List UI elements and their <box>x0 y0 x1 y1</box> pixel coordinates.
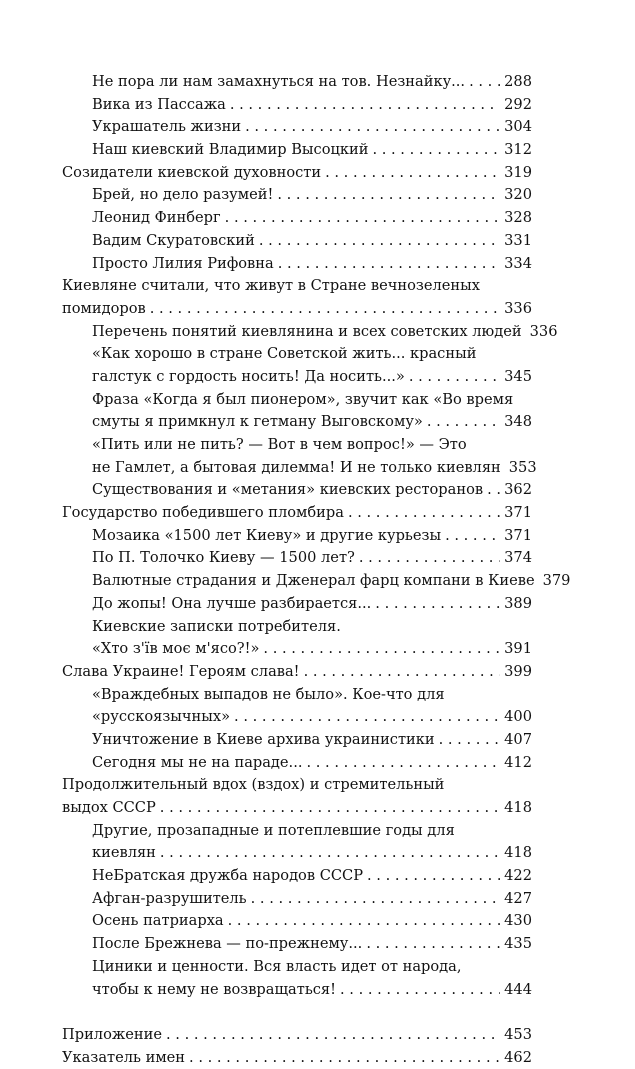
dot-leader <box>304 661 501 684</box>
toc-section <box>62 139 532 162</box>
toc-title: Фраза «Когда я был пионером», звучит как «Во время <box>92 390 514 408</box>
toc-line <box>62 1047 532 1069</box>
toc-section <box>62 593 532 616</box>
toc-section <box>62 434 537 479</box>
dot-leader <box>251 888 501 911</box>
toc-title: «Враждебных выпадов не было». Кое-что для <box>92 685 445 703</box>
toc-section <box>62 253 532 276</box>
toc-line <box>92 979 532 1002</box>
toc-title: выдох СССР <box>62 799 156 816</box>
toc-title: Созидатели киевской духовности <box>62 163 322 181</box>
toc-page-number: 336 <box>529 322 558 340</box>
toc-line <box>92 820 532 843</box>
toc-title: Перечень понятий киевлянина и всех советских людей <box>92 322 522 340</box>
toc-section <box>62 888 532 911</box>
toc-page-number: 288 <box>504 73 532 90</box>
toc-title: Другие, прозападные и потеплевшие годы для <box>92 821 455 839</box>
toc-page-number: 399 <box>504 662 532 680</box>
toc-page-number: 331 <box>504 231 532 249</box>
toc-section <box>62 729 532 752</box>
toc-title: Украшатель жизни <box>92 118 242 136</box>
toc-chapter <box>62 162 532 185</box>
toc-page-number: 371 <box>504 526 532 544</box>
toc-line <box>92 933 532 956</box>
dot-leader <box>445 525 500 548</box>
toc-line <box>62 502 532 525</box>
dot-leader <box>166 1024 500 1047</box>
toc-page-number: 371 <box>504 504 532 522</box>
toc-line <box>92 184 532 207</box>
toc-section <box>62 956 532 1001</box>
toc-line <box>92 139 532 162</box>
toc-page-number: 319 <box>504 163 532 181</box>
toc-line <box>92 207 532 230</box>
toc-title: Мозаика «1500 лет Киеву» и другие курьезы <box>92 526 442 544</box>
dot-leader <box>225 207 500 230</box>
dot-leader <box>245 116 500 139</box>
toc-title: Осень патриарха <box>92 912 224 930</box>
toc-title: НеБратская дружба народов СССР <box>92 867 364 885</box>
dot-leader <box>359 547 500 570</box>
toc-section <box>62 71 532 94</box>
toc-page-number: 320 <box>504 186 532 204</box>
toc-line <box>62 774 532 797</box>
toc-title: Киевские записки потребителя. <box>92 617 341 635</box>
dot-leader <box>340 979 500 1002</box>
toc-title: Леонид Финберг <box>92 209 221 227</box>
toc-line <box>92 94 532 117</box>
toc-line <box>92 479 532 502</box>
toc-page-number: 430 <box>504 912 532 930</box>
dot-leader <box>469 71 500 94</box>
dot-leader <box>150 298 500 321</box>
toc-line <box>92 366 532 389</box>
dot-leader <box>439 729 501 752</box>
section-gap <box>62 1001 532 1024</box>
toc-title: Циники и ценности. Вся власть идет от народа, <box>92 957 462 975</box>
toc-line <box>92 910 532 933</box>
toc-page-number: 435 <box>504 935 532 953</box>
toc-line <box>62 298 532 321</box>
dot-leader <box>375 593 500 616</box>
toc-title: Вадим Скуратовский <box>92 231 255 249</box>
toc-line <box>92 457 537 480</box>
dot-leader <box>367 865 500 888</box>
toc-line <box>92 411 532 434</box>
toc-line <box>92 888 532 911</box>
toc-section <box>62 752 532 775</box>
toc-page-number: 374 <box>504 549 532 567</box>
toc-section <box>62 479 532 502</box>
toc-page-number: 334 <box>504 254 532 272</box>
toc-page-number: 418 <box>504 844 532 862</box>
toc-page-number: 304 <box>504 118 532 136</box>
dot-leader <box>278 253 500 276</box>
toc-line <box>92 343 532 366</box>
toc-page-number: 412 <box>504 753 532 771</box>
toc-page-number: 362 <box>504 481 532 499</box>
toc-chapter <box>62 774 532 819</box>
toc-title: чтобы к нему не возвращаться! <box>92 980 337 998</box>
toc-title: Не пора ли нам замахнуться на тов. Незнайку... <box>92 73 466 90</box>
toc-line <box>92 638 532 661</box>
toc-title: Продолжительный вдох (вздох) и стремительный <box>62 776 445 794</box>
toc-section <box>62 389 532 434</box>
toc-page-number: 444 <box>504 980 532 998</box>
toc-title: Валютные страдания и Дженерал фарц компани в Киеве <box>92 572 535 590</box>
toc-title: Наш киевский Владимир Высоцкий <box>92 141 369 159</box>
toc-section <box>62 684 532 729</box>
toc-title: По П. Толочко Киеву — 1500 лет? <box>92 549 355 567</box>
toc-page-number: 379 <box>542 572 571 590</box>
dot-leader <box>259 230 500 253</box>
toc-line <box>92 570 571 593</box>
toc-line <box>92 389 532 412</box>
dot-leader <box>160 797 500 820</box>
toc-line <box>92 752 532 775</box>
toc-page-number: 462 <box>504 1048 532 1066</box>
toc-title: После Брежнева — по-прежнему... <box>92 935 363 953</box>
toc-line <box>92 593 532 616</box>
toc-section <box>62 184 532 207</box>
toc-title: не Гамлет, а бытовая дилемма! И не только киевлян <box>92 458 501 476</box>
toc-section <box>62 820 532 865</box>
toc-section <box>62 570 571 593</box>
toc-line <box>92 525 532 548</box>
toc-line <box>92 434 532 457</box>
toc-title: Просто Лилия Рифовна <box>92 254 274 272</box>
toc-title: Уничтожение в Киеве архива украинистики <box>92 730 435 748</box>
toc-chapter <box>62 502 532 525</box>
toc-line <box>92 842 532 865</box>
dot-leader <box>230 94 500 117</box>
dot-leader <box>263 638 500 661</box>
toc-page-number: 348 <box>504 413 532 431</box>
toc-line <box>62 797 532 820</box>
toc-page-number: 292 <box>504 95 532 113</box>
toc-section <box>62 910 532 933</box>
toc-section <box>62 525 532 548</box>
toc-line <box>92 706 532 729</box>
dot-leader <box>189 1047 500 1069</box>
toc-line <box>62 275 532 298</box>
toc-chapter <box>62 1047 532 1069</box>
toc-section <box>62 547 532 570</box>
toc-title: галстук с гордость носить! Да носить...» <box>92 367 405 385</box>
toc-line <box>62 162 532 185</box>
toc-page-number: 418 <box>504 799 532 816</box>
toc-page-number: 407 <box>504 730 532 748</box>
toc-title: «русскоязычных» <box>92 708 231 726</box>
toc-line <box>92 253 532 276</box>
dot-leader <box>160 842 500 865</box>
toc-page-number: 422 <box>504 867 532 885</box>
toc-page-number: 427 <box>504 889 532 907</box>
toc-page-number: 400 <box>504 708 532 726</box>
toc-section <box>62 116 532 139</box>
toc-section <box>62 616 532 661</box>
toc-line <box>62 1024 532 1047</box>
toc-section <box>62 865 532 888</box>
dot-leader <box>409 366 500 389</box>
toc-section <box>62 933 532 956</box>
toc-chapter <box>62 1024 532 1047</box>
toc-title: Существования и «метания» киевских ресторанов <box>92 481 484 499</box>
toc-line <box>92 956 532 979</box>
toc-page-number: 389 <box>504 594 532 612</box>
toc-section <box>62 343 532 388</box>
toc-line <box>92 684 532 707</box>
toc-page-number: 453 <box>504 1025 532 1043</box>
toc-section <box>62 230 532 253</box>
toc-title: помидоров <box>62 299 146 317</box>
toc-title: «Как хорошо в стране Советской жить... красный <box>92 345 477 363</box>
table-of-contents <box>62 71 571 1069</box>
dot-leader <box>487 479 500 502</box>
toc-page-number: 336 <box>504 299 532 317</box>
toc-title: Приложение <box>62 1025 163 1043</box>
toc-line <box>62 661 532 684</box>
dot-leader <box>348 502 500 525</box>
dot-leader <box>325 162 500 185</box>
toc-page-number: 328 <box>504 209 532 227</box>
toc-page-number: 345 <box>504 367 532 385</box>
toc-page-number: 391 <box>504 640 532 658</box>
toc-title: Вика из Пассажа <box>92 95 226 113</box>
toc-title: Указатель имен <box>62 1048 186 1066</box>
toc-chapter <box>62 275 532 320</box>
toc-page-number: 312 <box>504 141 532 159</box>
dot-leader <box>277 184 500 207</box>
toc-section <box>62 321 558 344</box>
toc-title: Афган-разрушитель <box>92 889 247 907</box>
dot-leader <box>427 411 500 434</box>
toc-line <box>92 71 532 94</box>
toc-title: киевлян <box>92 844 156 862</box>
toc-page-number: 353 <box>508 458 537 476</box>
toc-line <box>92 547 532 570</box>
toc-title: До жопы! Она лучше разбирается... <box>92 594 372 612</box>
dot-leader <box>306 752 500 775</box>
toc-title: Брей, но дело разумей! <box>92 186 274 204</box>
toc-title: Киевляне считали, что живут в Стране вечнозеленых <box>62 277 480 295</box>
dot-leader <box>228 910 501 933</box>
toc-title: Слава Украине! Героям слава! <box>62 662 300 680</box>
dot-leader <box>234 706 500 729</box>
dot-leader <box>366 933 500 956</box>
toc-line <box>92 729 532 752</box>
toc-title: «Хто з'їв моє м'ясо?!» <box>92 640 260 658</box>
toc-title: Сегодня мы не на параде... <box>92 753 303 771</box>
toc-title: смуты я примкнул к гетману Выговскому» <box>92 413 423 431</box>
toc-section <box>62 207 532 230</box>
toc-line <box>92 321 558 344</box>
toc-title: «Пить или не пить? — Вот в чем вопрос!» — Это <box>92 436 467 453</box>
toc-chapter <box>62 661 532 684</box>
dot-leader <box>372 139 500 162</box>
toc-line <box>92 616 532 639</box>
toc-line <box>92 230 532 253</box>
toc-section <box>62 94 532 117</box>
toc-line <box>92 116 532 139</box>
toc-line <box>92 865 532 888</box>
toc-title: Государство победившего пломбира <box>62 504 344 522</box>
